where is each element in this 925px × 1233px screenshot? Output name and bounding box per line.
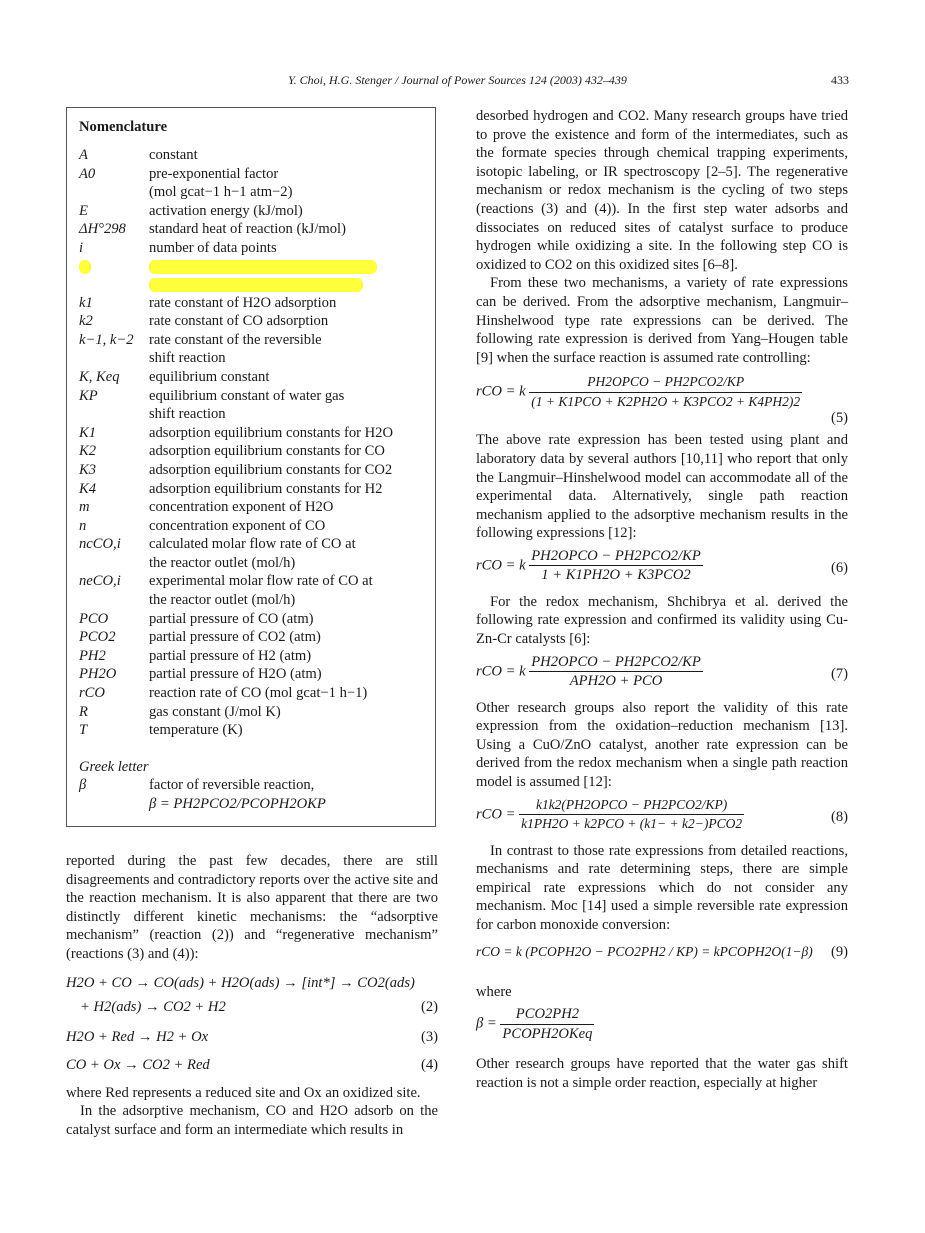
definition: calculated molar flow rate of CO at the reactor outlet (mol/h) — [149, 536, 356, 571]
nomenclature-row — [79, 146, 429, 165]
definition: concentration exponent of CO — [149, 517, 326, 534]
nomenclature-row — [79, 424, 429, 443]
symbol: K, Keq — [79, 368, 120, 385]
symbol: rCO — [79, 685, 105, 702]
nomenclature-row — [79, 220, 429, 239]
fraction — [529, 653, 703, 691]
equation-text: H2O + CO → CO(ads) + H2O(ads) → [int*] → CO2(ads) — [66, 974, 415, 991]
definition: constant — [149, 147, 198, 163]
definition: rate constant of CO adsorption — [149, 313, 329, 330]
symbol: K3 — [79, 461, 97, 478]
definition: partial pressure of H2 (atm) — [149, 647, 312, 664]
symbol: PH2 — [79, 647, 106, 664]
nomenclature-row — [79, 684, 429, 703]
denominator: (1 + K1PCO + K2PH2O + K3PCO2 + K4PH2)2 — [531, 393, 801, 409]
definition: equilibrium constant — [149, 368, 270, 385]
numerator: PCO2PH2 — [500, 1005, 594, 1025]
symbol: k−1, k−2 — [79, 331, 134, 348]
equation-number: (8) — [830, 808, 848, 825]
symbol: k2 — [79, 313, 93, 330]
equation-3 — [66, 1028, 438, 1056]
redacted-row — [79, 258, 429, 276]
symbol: PCO — [79, 610, 109, 627]
definition: pre-exponential factor (mol gcat−1 h−1 atm−2) — [149, 165, 293, 201]
symbol: E — [79, 202, 88, 219]
numerator: k1k2(PH2OPCO − PH2PCO2/KP) — [519, 796, 744, 816]
equation-number: (4) — [420, 1056, 438, 1073]
nomenclature-row — [79, 628, 429, 647]
symbol: KP — [79, 387, 98, 404]
highlight-mark — [149, 278, 363, 292]
definition: adsorption equilibrium constants for CO2 — [149, 461, 393, 478]
equation-lhs: rCO = k — [476, 663, 526, 680]
definition: rate constant of the reversible shift reaction — [149, 331, 322, 367]
equation-number: (5) — [830, 410, 848, 427]
definition: factor of reversible reaction, β = PH2PCO2/PCOPH2OKP — [149, 777, 326, 812]
nomenclature-row — [79, 610, 429, 629]
nomenclature-row — [79, 202, 429, 221]
symbol: β — [79, 777, 87, 794]
journal-citation: Y. Choi, H.G. Stenger / Journal of Power Sources 124 (2003) 432–439 — [288, 73, 627, 87]
nomenclature-row — [79, 703, 429, 722]
definition: rate constant of H2O adsorption — [149, 294, 337, 311]
denominator: APH2O + PCO — [569, 673, 663, 690]
highlight-mark — [149, 260, 377, 274]
equation-text: rCO = k (PCOPH2O − PCO2PH2 / KP) = kPCOPH2O(1−β) — [476, 943, 813, 959]
paragraph: From these two mechanisms, a variety of rate expressions can be derived. From the adsorptive mechanism, Langmuir–Hinshelwood type rate expressions can be derived. The following rate expression is derived from Yang–Hougen table [9] when the surface reaction is assumed rate controlling: — [476, 275, 848, 366]
symbol: neCO,i — [79, 573, 121, 590]
definition: adsorption equilibrium constants for CO — [149, 443, 385, 460]
denominator: 1 + K1PH2O + K3PCO2 — [541, 567, 691, 584]
symbol: A — [79, 147, 88, 163]
beta-definition — [476, 1005, 848, 1055]
where-label: where — [476, 983, 512, 1000]
symbol: K2 — [79, 443, 97, 460]
equation-lhs: rCO = k — [476, 557, 526, 574]
equation-2 — [66, 974, 438, 998]
definition: partial pressure of CO (atm) — [149, 610, 314, 627]
equation-text: H2O + Red → H2 + Ox — [66, 1028, 209, 1045]
nomenclature-row — [79, 572, 429, 609]
nomenclature-row — [79, 312, 429, 331]
definition: partial pressure of H2O (atm) — [149, 666, 322, 683]
equation-2-cont — [66, 998, 438, 1022]
paragraph: reported during the past few decades, there are still disagreements and contradictory reports over the active site and the reaction mechanism. It is also apparent that there are two distinctly different kinetic mechanisms: the “adsorptive mechanism” (reaction (2)) and “regenerative mechanism” (reactions (3) and (4)): — [66, 853, 438, 962]
nomenclature-box — [66, 107, 436, 827]
symbol: K4 — [79, 480, 97, 497]
nomenclature-row — [79, 535, 429, 572]
equation-text: CO + Ox → CO2 + Red — [66, 1056, 210, 1073]
equation-number: (3) — [420, 1028, 438, 1045]
nomenclature-row — [79, 517, 429, 536]
nomenclature-row — [79, 239, 429, 258]
definition: equilibrium constant of water gas shift reaction — [149, 387, 345, 423]
definition: temperature (K) — [149, 722, 243, 739]
symbol: R — [79, 703, 88, 720]
equation-lhs: rCO = k — [476, 383, 526, 400]
greek-letter-title: Greek letter — [79, 758, 149, 775]
symbol: k1 — [79, 294, 93, 311]
paragraph: The above rate expression has been tested using plant and laboratory data by several authors [10,11] who report that only the Langmuir–Hinshelwood model can accommodate all of the experimental data. Alternatively, single path reaction mechanism applied to the adsorptive mechanism results in the following expressions [12]: — [476, 432, 848, 542]
symbol: i — [79, 239, 84, 256]
nomenclature-row — [79, 721, 429, 740]
equation-number: (7) — [830, 665, 848, 682]
denominator: PCOPH2OKeq — [502, 1025, 593, 1042]
nomenclature-row — [79, 294, 429, 313]
fraction — [519, 796, 744, 834]
paragraph: In contrast to those rate expressions from detailed reactions, mechanisms and rate determining steps, there are simple empirical rate expressions which do not consider any mechanism. Moc [14] used a simple reversible rate expression for carbon monoxide conversion: — [476, 842, 848, 933]
paragraph: Other research groups have reported that the water gas shift reaction is not a simple order reaction, especially at higher — [476, 1056, 848, 1091]
redacted-row — [79, 276, 429, 294]
definition: gas constant (J/mol K) — [149, 703, 281, 720]
equation-number: (9) — [830, 943, 848, 960]
paragraph: where Red represents a reduced site and Ox an oxidized site. — [66, 1084, 421, 1101]
numerator: PH2OPCO − PH2PCO2/KP — [529, 373, 802, 393]
nomenclature-row — [79, 368, 429, 387]
definition: partial pressure of CO2 (atm) — [149, 629, 321, 646]
nomenclature-row — [79, 665, 429, 684]
left-column — [66, 852, 438, 1139]
definition: adsorption equilibrium constants for H2O — [149, 424, 394, 441]
symbol: ncCO,i — [79, 536, 121, 553]
nomenclature-row — [79, 647, 429, 666]
nomenclature-row — [79, 480, 429, 499]
fraction — [529, 547, 703, 585]
numerator: PH2OPCO − PH2PCO2/KP — [529, 653, 703, 673]
nomenclature-list — [79, 146, 429, 814]
equation-5 — [476, 373, 848, 431]
equation-4 — [66, 1056, 438, 1084]
symbol: A0 — [79, 165, 96, 182]
nomenclature-row — [79, 461, 429, 480]
fraction — [500, 1005, 594, 1043]
equation-6 — [476, 547, 848, 593]
symbol: PCO2 — [79, 629, 116, 646]
equation-number: (2) — [420, 998, 438, 1015]
definition: experimental molar flow rate of CO at the reactor outlet (mol/h) — [149, 573, 373, 609]
equation-9 — [476, 943, 848, 983]
fraction — [529, 373, 802, 411]
highlight-mark — [79, 260, 91, 274]
equation-7 — [476, 653, 848, 699]
equation-lhs: β = — [476, 1015, 497, 1032]
definition: standard heat of reaction (kJ/mol) — [149, 221, 346, 238]
symbol: m — [79, 499, 90, 516]
definition: adsorption equilibrium constants for H2 — [149, 480, 383, 497]
equation-8 — [476, 796, 848, 842]
equation-number: (6) — [830, 559, 848, 576]
nomenclature-row — [79, 442, 429, 461]
nomenclature-row — [79, 165, 429, 202]
right-column — [476, 107, 848, 1092]
definition: reaction rate of CO (mol gcat−1 h−1) — [149, 685, 368, 702]
symbol: PH2O — [79, 666, 117, 683]
page-number: 433 — [831, 73, 849, 87]
nomenclature-title: Nomenclature — [79, 119, 168, 135]
symbol: K1 — [79, 424, 97, 441]
symbol: ΔH°298 — [79, 221, 126, 238]
nomenclature-row — [79, 331, 429, 368]
paragraph: Other research groups also report the validity of this rate expression from the oxidation–reduction mechanism [13]. Using a CuO/ZnO catalyst, another rate expression can be derived from the redox mechanism when a single path reaction model is assumed [12]: — [476, 699, 848, 791]
nomenclature-row — [79, 387, 429, 424]
symbol: n — [79, 517, 87, 534]
nomenclature-row — [79, 776, 429, 813]
equation-text: + H2(ads) → CO2 + H2 — [80, 998, 226, 1015]
definition: activation energy (kJ/mol) — [149, 202, 303, 219]
nomenclature-row — [79, 498, 429, 517]
running-header — [66, 71, 849, 89]
paragraph: In the adsorptive mechanism, CO and H2O adsorb on the catalyst surface and form an intermediate which results in — [66, 1103, 438, 1138]
numerator: PH2OPCO − PH2PCO2/KP — [529, 547, 703, 567]
definition: concentration exponent of H2O — [149, 499, 334, 516]
denominator: k1PH2O + k2PCO + (k1− + k2−)PCO2 — [521, 816, 743, 832]
paragraph: For the redox mechanism, Shchibrya et al. derived the following rate expression and confirmed its validity using Cu-Zn-Cr catalysts [6]: — [476, 593, 848, 648]
symbol: T — [79, 722, 88, 739]
paragraph: desorbed hydrogen and CO2. Many research groups have tried to prove the existence and form of the intermediates, such as the formate species through chemical trapping experiments, isotopic labeling, or IR spectroscopy [2–5]. The regenerative mechanism or redox mechanism is the cycling of two steps (reactions (3) and (4)). In the first step water adsorbs and dissociates on reduced sites of catalyst surface to produce hydrogen while oxidizing a site. In the following step CO is oxidized to CO2 on this oxidized sites [6–8]. — [476, 108, 848, 273]
definition: number of data points — [149, 239, 277, 256]
equation-lhs: rCO = — [476, 806, 516, 823]
